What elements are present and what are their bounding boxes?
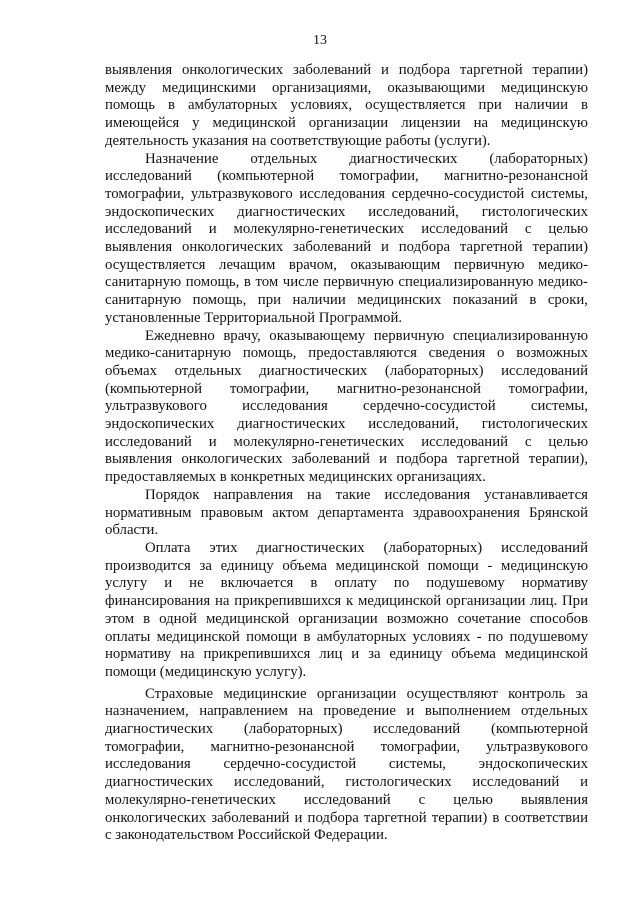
page-number: 13 bbox=[313, 33, 327, 48]
paragraph-1: выявления онкологических заболеваний и подбора таргетной терапии) между медицинскими организациями, оказывающими медицинскую помощь в амбулаторных условиях, осуществляется при наличии в имеющейся у медицинской организации лицензии на медицинскую деятельность указания на соответствующие работы (услуги). bbox=[105, 62, 588, 149]
paragraph-2: Назначение отдельных диагностических (лабораторных) исследований (компьютерной томографии, магнитно-резонансной томографии, ультразвукового исследования сердечно-сосудистой системы, эндоскопических диагностических исследований, гистологических исследований и молекулярно-генетических исследований с целью выявления онкологических заболеваний и подбора таргетной терапии) осуществляется лечащим врачом, оказывающим первичную медико-санитарную помощь, в том числе первичную специализированную медико-санитарную помощь, при наличии медицинских показаний в сроки, установленные Территориальной Программой. bbox=[105, 150, 588, 326]
paragraph-4: Порядок направления на такие исследования устанавливается нормативным правовым актом департамента здравоохранения Брянской области. bbox=[105, 486, 588, 539]
paragraph-6: Страховые медицинские организации осуществляют контроль за назначением, направлением на проведение и выполнением отдельных диагностических (лабораторных) исследований (компьютерной томографии, магнитно-резонансной томографии, ультразвукового исследования сердечно-сосудистой системы, эндоскопических диагностических исследований, гистологических исследований и молекулярно-генетических исследований с целью выявления онкологических заболеваний и подбора таргетной терапии) в соответствии с законодательством Российской Федерации. bbox=[105, 685, 588, 844]
document-body bbox=[105, 62, 588, 845]
paragraph-3: Ежедневно врачу, оказывающему первичную специализированную медико-санитарную помощь, предоставляются сведения о возможных объемах отдельных диагностических (лабораторных) исследований (компьютерной томографии, магнитно-резонансной томографии, ультразвукового исследования сердечно-сосудистой системы, эндоскопических диагностических исследований, гистологических исследований и молекулярно-генетических исследований с целью выявления онкологических заболеваний и подбора таргетной терапии), предоставляемых в конкретных медицинских организациях. bbox=[105, 327, 588, 486]
paragraph-5: Оплата этих диагностических (лабораторных) исследований производится за единицу объема медицинской помощи - медицинскую услугу и не включается в оплату по подушевому нормативу финансирования на прикрепившихся к медицинской организации лиц. При этом в одной медицинской организации возможно сочетание способов оплаты медицинской помощи в амбулаторных условиях - по подушевому нормативу на прикрепившихся лиц и за единицу объема медицинской помощи (медицинскую услугу). bbox=[105, 539, 588, 680]
